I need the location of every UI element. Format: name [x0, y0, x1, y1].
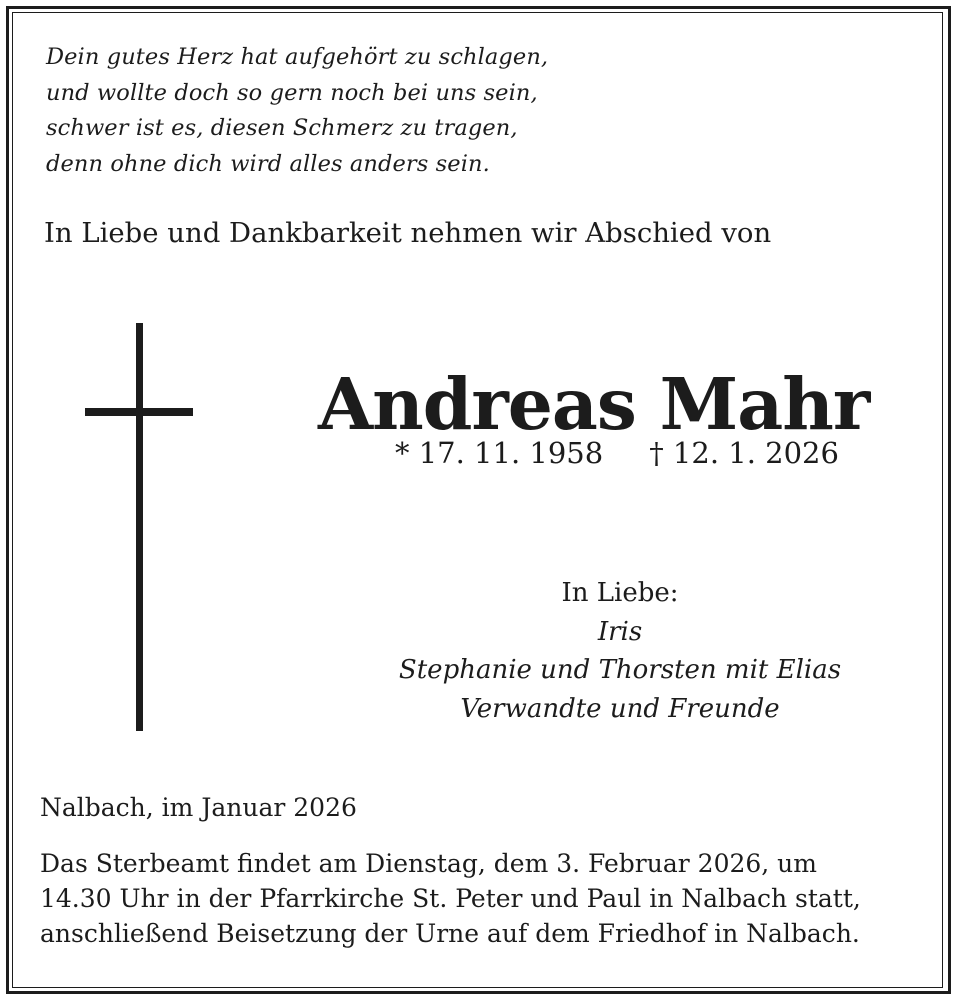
mourner-line: Verwandte und Freunde: [460, 693, 780, 724]
service-info-line: 14.30 Uhr in der Pfarrkirche St. Peter und Paul in Nalbach statt,: [40, 884, 861, 913]
service-info-line: Das Sterbeamt findet am Dienstag, dem 3. Februar 2026, um: [40, 849, 817, 878]
death-date: † 12. 1. 2026: [649, 436, 839, 470]
poem-line: denn ohne dich wird alles anders sein.: [46, 150, 490, 177]
mourner-line: Stephanie und Thorsten mit Elias: [398, 655, 842, 685]
mourners-block: [369, 574, 871, 728]
memorial-poem: [46, 40, 548, 182]
deceased-name: Andreas Mahr: [318, 362, 870, 446]
service-info: [40, 846, 861, 951]
mourners-heading: In Liebe:: [561, 578, 679, 608]
birth-date: * 17. 11. 1958: [395, 436, 604, 470]
cross-horizontal-bar: [85, 408, 193, 416]
farewell-intro: In Liebe und Dankbarkeit nehmen wir Abschied von: [44, 217, 772, 249]
poem-line: und wollte doch so gern noch bei uns sein,: [46, 79, 538, 106]
life-dates: [395, 436, 839, 470]
place-and-date: Nalbach, im Januar 2026: [40, 793, 357, 822]
poem-line: Dein gutes Herz hat aufgehört zu schlagen,: [46, 44, 549, 70]
poem-line: schwer ist es, diesen Schmerz zu tragen,: [46, 115, 518, 141]
service-info-line: anschließend Beisetzung der Urne auf dem Friedhof in Nalbach.: [40, 919, 860, 948]
mourner-line: Iris: [597, 616, 643, 647]
cross-vertical-bar: [136, 323, 143, 731]
